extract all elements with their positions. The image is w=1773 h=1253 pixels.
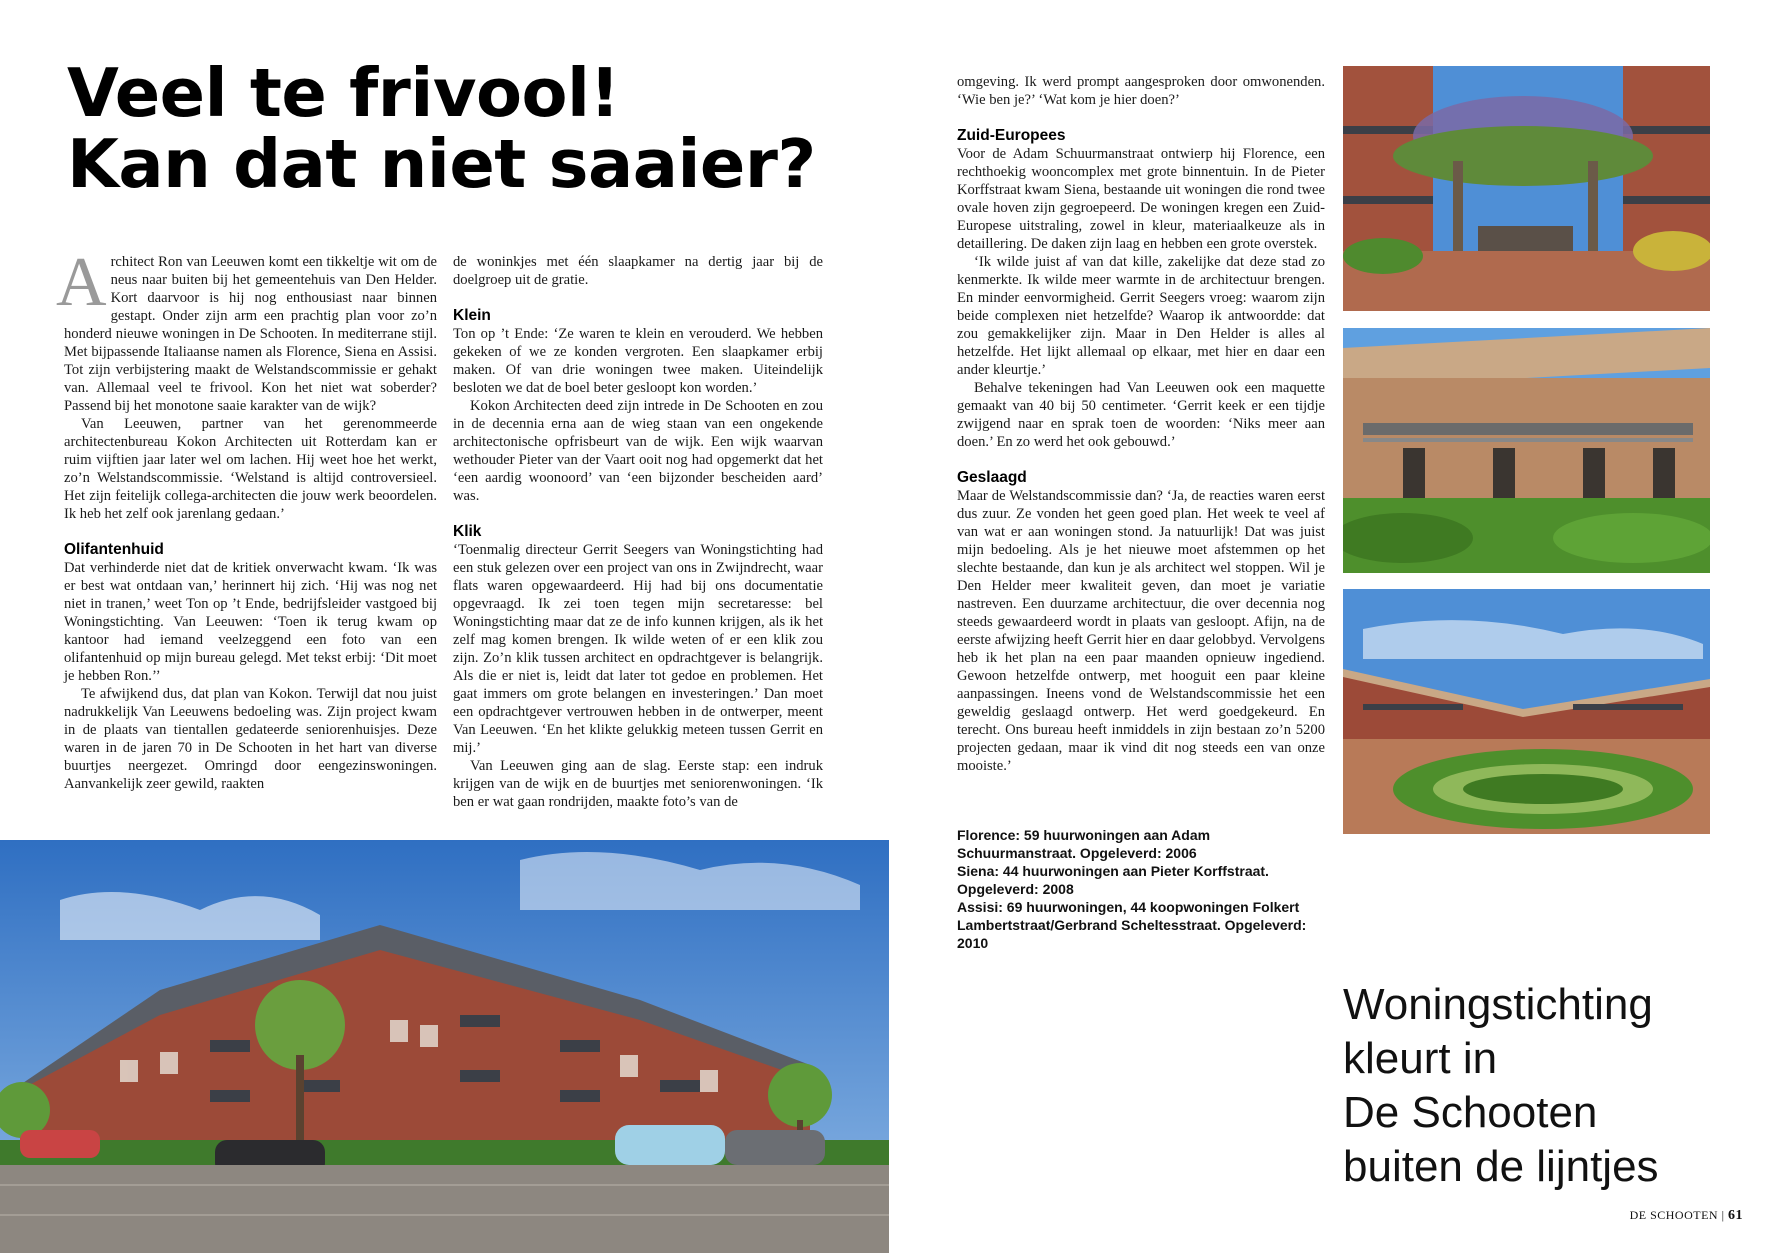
drop-cap: A xyxy=(56,244,107,321)
subheading-klik: Klik xyxy=(453,523,482,540)
photo-oval-courtyard xyxy=(1343,589,1710,834)
page-folio xyxy=(1630,1208,1743,1224)
fact-assisi: Assisi: 69 huurwoningen, 44 koopwoningen Folkert Lambertstraat/Gerbrand Scheltesstraat. Opgeleverd: 2010 xyxy=(957,899,1307,951)
title-line-2: Kan dat niet saaier? xyxy=(67,125,816,203)
headline-line-1: Woningstichting xyxy=(1343,980,1653,1029)
paragraph: Maar de Welstandscommissie dan? ‘Ja, de reacties waren eerst dus zuur. Ze vonden het geen goed plan. Het week te veel af van wat er aan woningen stond. Ja natuurlijk! Dat was juist mijn bedoeling. Als je het nieuwe moet afstemmen op het slechte bestaande, dan kun je als architect wel stoppen. Wil je Den Helder meer kwaliteit geven, dan moet je variatie nastreven. Een duurzame architectuur, die over decennia nog steeds gewaardeerd wordt in plaats van gesloopt. Afijn, na de eerste afwijzing heeft Gerrit hier en daar gelobbyd. Vervolgens heb ik het plan na een paar maanden opnieuw ingediend. Gewoon hetzelfde ontwerp, met hooguit een paar kleine aanpassingen. Ineens vond de Welstandscommissie het een geweldig geslaagd ontwerp. Het werd goedgekeurd. En terecht. Ons bureau heeft inmiddels in zijn bestaan zo’n 5200 projecten gedaan, maar ik vind dit nog steeds een van onze mooiste.’ xyxy=(957,488,1325,774)
subheading-klein: Klein xyxy=(453,307,491,324)
paragraph: Ton op ’t Ende: ‘Ze waren te klein en verouderd. We hebben gekeken of we ze konden vergroten. Een slaapkamer erbij maken. Of van drie woningen twee maken. Uiteindelijk besloten we dat de boel beter gesloopt kon worden.’ xyxy=(453,326,823,396)
headline-line-4: buiten de lijntjes xyxy=(1343,1142,1659,1191)
paragraph: Behalve tekeningen had Van Leeuwen ook een maquette gemaakt van 40 bij 50 centimeter. ‘Gerrit keek er een tijdje zwijgend naar en sprak toen de woorden: ‘Niks meer aan doen.’ En zo werd het ook gebouwd.’ xyxy=(957,380,1325,450)
paragraph: ‘Ik wilde juist af van dat kille, zakelijke dat deze stad zo kenmerkte. Ik wilde meer warmte in de architectuur brengen. En minder eenvormigheid. Gerrit Seegers vroeg: waarom zijn beide complexen niet hetzelfde? Waarop ik antwoordde: dat zou gemakkelijker zijn. Maar in Den Helder is alles al hetzelfde. Het lijkt allemaal op elkaar, met hier en daar een ander kleurtje.’ xyxy=(957,254,1325,378)
headline-line-2: kleurt in xyxy=(1343,1034,1498,1083)
photo-balconies-garden xyxy=(1343,328,1710,573)
paragraph: Dat verhinderde niet dat de kritiek onverwacht kwam. ‘Ik was er best wat ontdaan van,’ herinnert hij zich. ‘Hij was nog net niet in tranen,’ weet Ton op ’t Ende, bedrijfsleider vastgoed bij Woningstichting. Van Leeuwen: ‘Toen ik terug kwam op kantoor had iemand veelzeggend een foto van een olifantenhuid op mijn bureau gelegd. Met tekst erbij: ‘Dit moet je hebben Ron.’’ xyxy=(64,560,437,684)
paragraph: Voor de Adam Schuurmanstraat ontwierp hij Florence, een rechthoekig wooncomplex met grote binnentuin. In de Pieter Korffstraat kwam Siena, bestaande uit woningen die rond twee ovale hoven zijn gegroepeerd. De woningen kregen een Zuid-Europese uitstraling, zowel in kleur, materiaalkeuze als in detaillering. De daken zijn laag en hebben een grote overstek. xyxy=(957,146,1325,252)
article-column-2 xyxy=(453,253,823,811)
intro-text: rchitect Ron van Leeuwen komt een tikkeltje wit om de neus naar buiten bij het gemeentehuis van Den Helder. Kort daarvoor is hij nog enthousiast naar binnen gestapt. Onder zijn arm een prachtig plan voor zo’n honderd nieuwe woningen in De Schooten. In mediterrane stijl. Met bijpassende Italiaanse namen als Florence, Siena en Assisi. Tot zijn verbijstering maakt de Welstandscommissie er gehakt van. Allemaal veel te frivool. Kon het niet wat soberder? Passend bij het monotone saaie karakter van de wijk? xyxy=(64,254,437,414)
photo-apartment-building xyxy=(0,840,889,1253)
secondary-headline xyxy=(1343,978,1763,1194)
project-facts xyxy=(957,826,1317,952)
title-line-1: Veel te frivool! xyxy=(67,54,620,132)
photo-courtyard-pergola xyxy=(1343,66,1710,311)
article-title xyxy=(67,54,867,203)
article-column-1 xyxy=(56,244,437,793)
paragraph: Van Leeuwen, partner van het gerenommeerde architectenbureau Kokon Architecten uit Rotterdam kan er ruim vijftien jaar later wel om lachen. Hij weet hoe het werkt, zo’n Welstandscommissie. ‘Welstand is altijd controversieel. Het zijn feitelijk collega-architecten die jouw werk beoordelen. Ik heb het zelf ook jarenlang gedaan.’ xyxy=(64,416,437,522)
folio-divider: | xyxy=(1721,1208,1728,1222)
paragraph: Van Leeuwen ging aan de slag. Eerste stap: een indruk krijgen van de wijk en de buurtjes met seniorenwoningen. ‘Ik ben er wat gaan rondrijden, maakte foto’s van de xyxy=(453,758,823,810)
fact-siena: Siena: 44 huurwoningen aan Pieter Korffstraat. Opgeleverd: 2008 xyxy=(957,863,1269,897)
headline-line-3: De Schooten xyxy=(1343,1088,1598,1137)
subheading-geslaagd: Geslaagd xyxy=(957,469,1027,486)
subheading-zuid-europees: Zuid-Europees xyxy=(957,127,1066,144)
paragraph: Te afwijkend dus, dat plan van Kokon. Terwijl dat nou juist nadrukkelijk Van Leeuwens bedoeling was. Zijn project kwam in de plaats van tientallen gedateerde seniorenhuisjes. Deze waren in de jaren 70 in De Schooten in het hart van diverse buurtjes neergezet. Omringd door eengezinswoningen. Aanvankelijk zeer gewild, raakten xyxy=(64,686,437,792)
paragraph: omgeving. Ik werd prompt aangesproken door omwonenden. ‘Wie ben je?’ ‘Wat kom je hier doen?’ xyxy=(957,74,1325,108)
subheading-olifantenhuid: Olifantenhuid xyxy=(64,541,164,558)
fact-florence: Florence: 59 huurwoningen aan Adam Schuurmanstraat. Opgeleverd: 2006 xyxy=(957,827,1211,861)
article-column-3 xyxy=(957,73,1325,775)
intro-paragraph xyxy=(56,244,437,415)
paragraph: ‘Toenmalig directeur Gerrit Seegers van Woningstichting had een stuk gelezen over een project van ons in Zwijndrecht, waar flats waren opgewaardeerd. Hij had bij ons documentatie opgevraagd. Ik zei toen tegen mijn secretaresse: bel Woningstichting maar dat ze de info kunnen krijgen, als ik het zelf mag komen brengen. Ik wilde weten of er een klik zou zijn. Zo’n klik tussen architect en opdrachtgever is belangrijk. Als die er niet is, leidt dat later tot gedoe en problemen. Het gaat immers om grote belangen en investeringen.’ Dan moet een opdrachtgever vertrouwen hebben in de ontwerper, meent Van Leeuwen. ‘En het klikte gelukkig meteen tussen Gerrit en mij.’ xyxy=(453,542,823,756)
folio-section: DE SCHOOTEN xyxy=(1629,1208,1719,1222)
paragraph: de woninkjes met één slaapkamer na dertig jaar bij de doelgroep uit de gratie. xyxy=(453,254,823,288)
page-number: 61 xyxy=(1728,1208,1743,1223)
paragraph: Kokon Architecten deed zijn intrede in De Schooten en zou in de decennia erna aan de wieg staan van een ongekende architectonische opfrisbeurt van de wijk. Een wijk waarvan wethouder Pieter van der Vaart ooit nog had opgemerkt dat het ‘een aardig woonoord’ van ‘een bijzonder bescheiden aard’ was. xyxy=(453,398,823,504)
